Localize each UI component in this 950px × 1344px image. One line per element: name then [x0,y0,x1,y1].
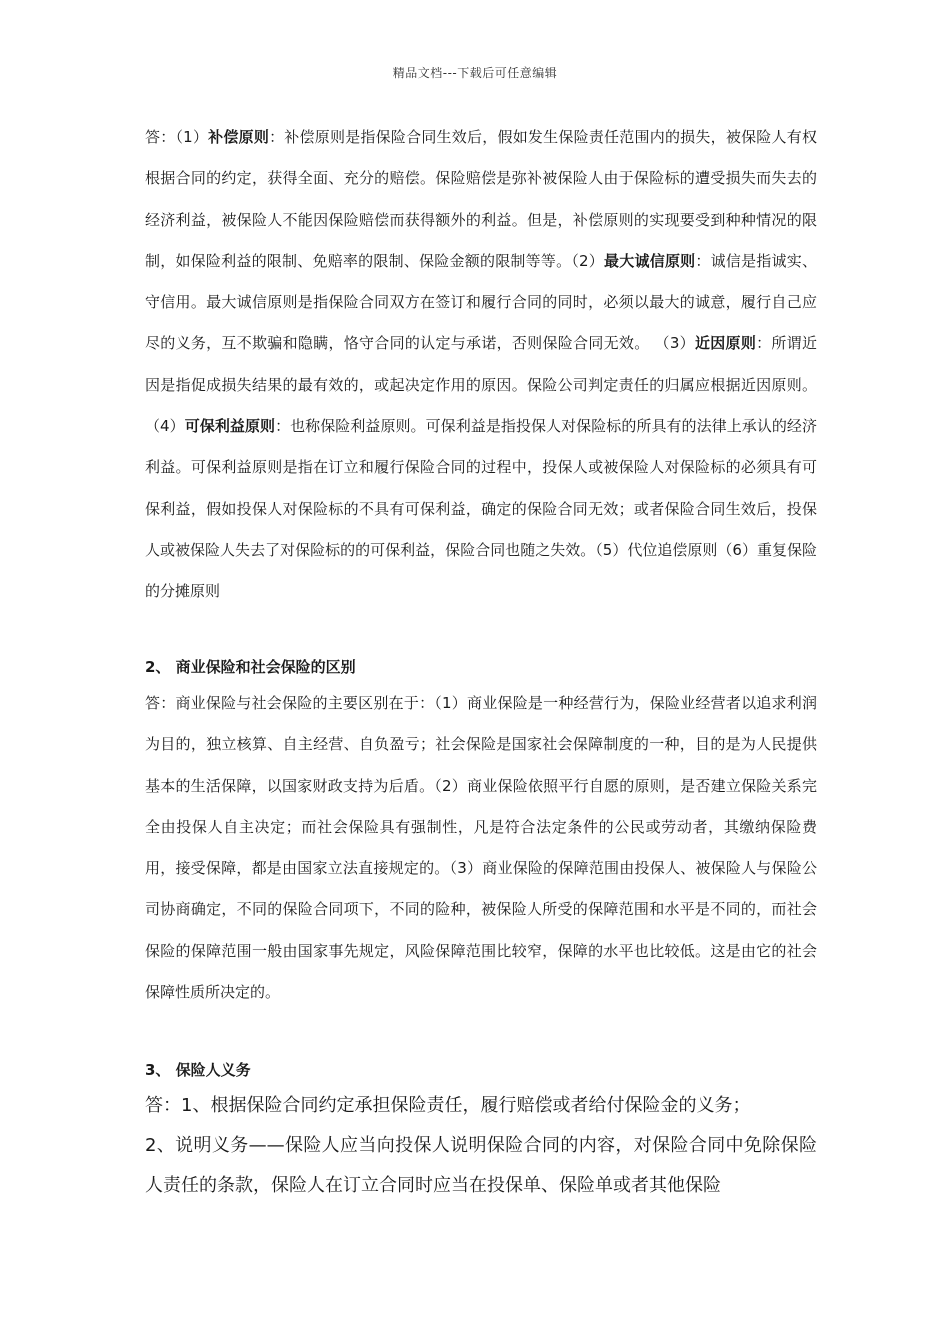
obligation-line-2: 2、说明义务——保险人应当向投保人说明保险合同的内容，对保险合同中免除保险人责任的条款，保险人在订立合同时应当在投保单、保险单或者其他保险 [145,1135,817,1196]
section-3-heading: 3、 保险人义务 [145,1061,251,1079]
term-proximate-cause: 近因原则 [694,334,757,353]
page-header: 精品文档---下载后可任意编辑 [392,66,558,80]
section-2-heading: 2、 商业保险和社会保险的区别 [145,658,356,676]
section-3-answer [145,1086,817,1206]
term-insurable-interest: 可保利益原则 [184,417,276,436]
difference-paragraph: 答：商业保险与社会保险的主要区别在于：（1）商业保险是一种经营行为，保险业经营者以追求利润为目的，独立核算、自主经营、自负盈亏；社会保险是国家社会保障制度的一种，目的是为人民提供基本的生活保障，以国家财政支持为后盾。（2）商业保险依照平行自愿的原则，是否建立保险关系完全由投保人自主决定；而社会保险具有强制性，凡是符合法定条件的公民或劳动者，其缴纳保险费用，接受保障，都是由国家立法直接规定的。（3）商业保险的保障范围由投保人、被保险人与保险公司协商确定，不同的保险合同项下，不同的险种，被保险人所受的保障范围和水平是不同的，而社会保险的保障范围一般由国家事先规定，风险保障范围比较窄，保障的水平也比较低。这是由它的社会保障性质所决定的。 [145,694,817,1002]
term-utmost-good-faith: 最大诚信原则 [604,251,696,270]
term-compensation: 补偿原则 [208,128,270,146]
obligation-line-1: 答：1、根据保险合同约定承担保险责任，履行赔偿或者给付保险金的义务； [145,1095,751,1116]
section-1-answer [145,117,817,613]
section-2-answer [145,683,817,1013]
principles-paragraph: 答：（1）补偿原则：补偿原则是指保险合同生效后，假如发生保险责任范围内的损失，被保险人有权根据合同的约定，获得全面、充分的赔偿。保险赔偿是弥补被保险人由于保险标的遭受损失而失去的经济利益，被保险人不能因保险赔偿而获得额外的利益。但是，补偿原则的实现要受到种种情况的限制，如保险利益的限制、免赔率的限制、保险金额的限制等等。（2）最大诚信原则：诚信是指诚实、守信用。最大诚信原则是指保险合同双方在签订和履行合同的同时，必须以最大的诚意，履行自己应尽的义务，互不欺骗和隐瞒，恪守合同的认定与承诺，否则保险合同无效。 （3）近因原则：所谓近因是指促成损失结果的最有效的，或起决定作用的原因。保险公司判定责任的归属应根据近因原则。 （4）可保利益原则：也称保险利益原则。可保利益是指投保人对保险标的所具有的法律上承认的经济利益。可保利益原则是指在订立和履行保险合同的过程中，投保人或被保险人对保险标的必须具有可保利益，假如投保人对保险标的不具有可保利益，确定的保险合同无效；或者保险合同生效后，投保人或被保险人失去了对保险标的的可保利益，保险合同也随之失效。（5）代位追偿原则（6）重复保险的分摊原则 [145,128,817,601]
